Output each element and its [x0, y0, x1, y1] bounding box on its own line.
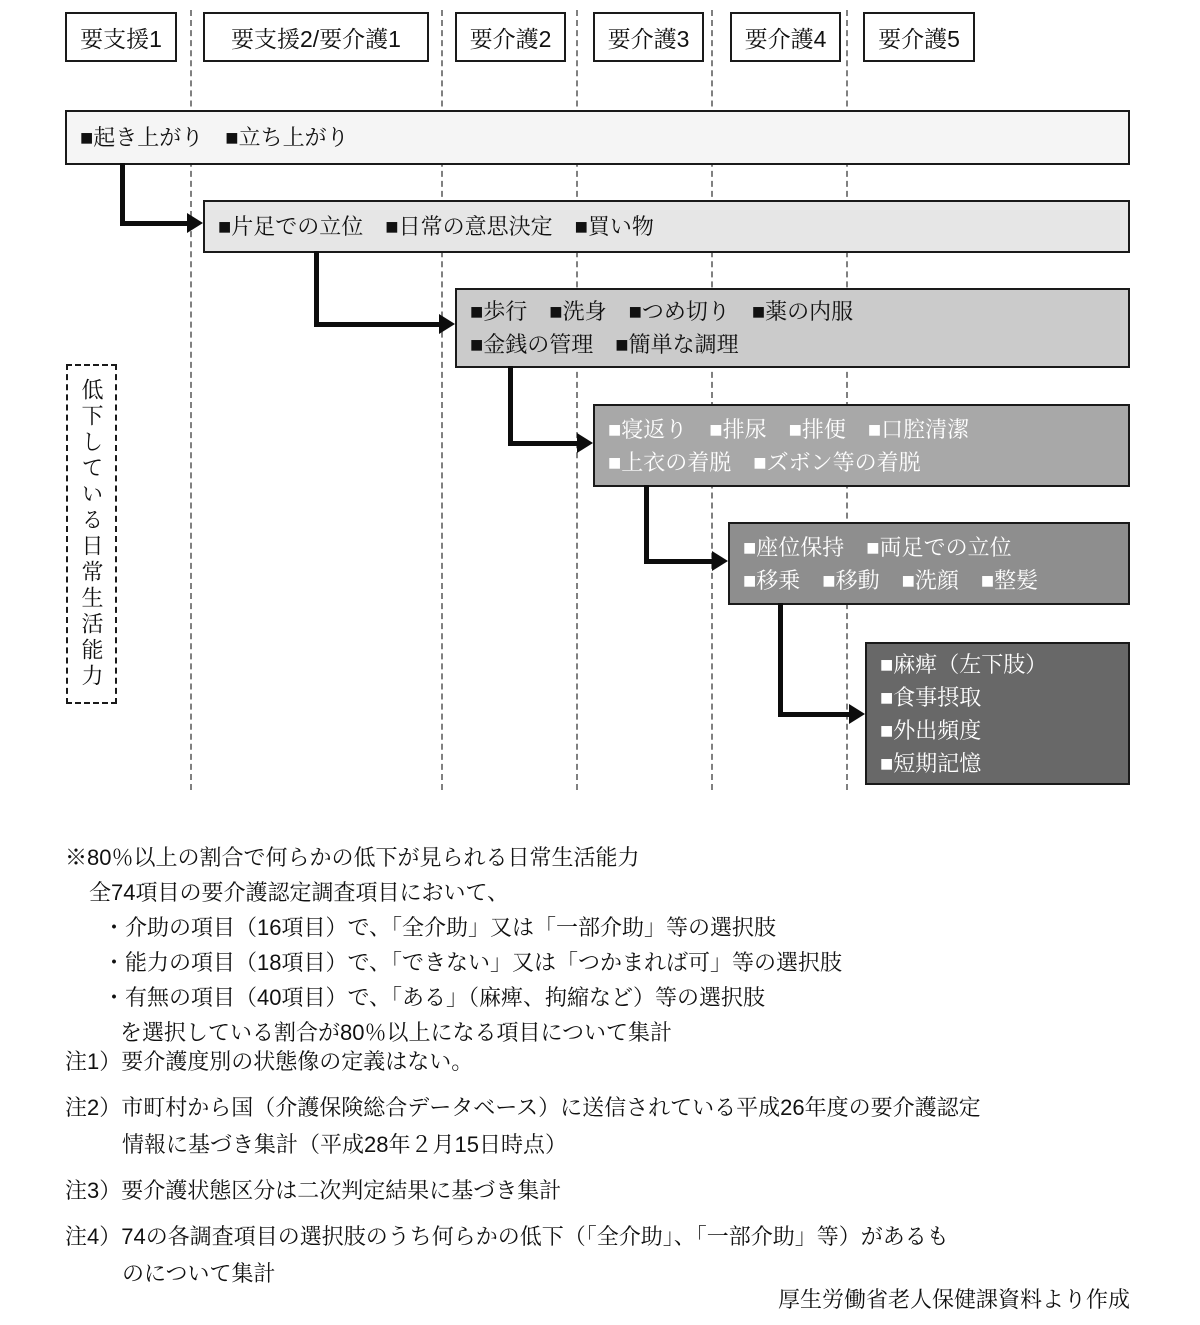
ability-line: ■片足での立位 ■日常の意思決定 ■買い物 [218, 214, 654, 239]
ability-box-3 [455, 288, 1130, 368]
remark-line: のについて集計 [122, 1261, 276, 1286]
arrow-4-vertical [644, 485, 649, 564]
ability-box-6 [865, 642, 1130, 785]
arrow-5-head [849, 704, 865, 724]
remark-line: 情報に基づき集計（平成28年２月15日時点） [122, 1132, 567, 1157]
note-line: ・介助の項目（16項目）で、「全介助」又は「一部介助」等の選択肢 [103, 915, 777, 940]
ability-line: ■移乗 ■移動 ■洗顔 ■整髪 [743, 567, 1039, 593]
note-summary [65, 840, 1140, 1050]
arrow-3-head [577, 433, 593, 453]
arrow-5-horizontal [778, 712, 849, 717]
ability-line: ■歩行 ■洗身 ■つめ切り ■薬の内服 [470, 299, 854, 324]
remark-3 [65, 1172, 1143, 1209]
ability-line: ■金銭の管理 ■簡単な調理 [470, 332, 739, 357]
arrow-2-horizontal [314, 322, 439, 327]
ability-line: ■座位保持 ■両足での立位 [743, 534, 1012, 560]
care-level-5: 要介護4 [730, 12, 841, 62]
arrow-3-horizontal [508, 441, 577, 446]
side-label-box [66, 364, 117, 704]
side-label-text: 低下している日常生活能力 [79, 378, 104, 690]
remark-4 [65, 1218, 1143, 1292]
remark-1 [65, 1043, 1143, 1080]
note-line: ・能力の項目（18項目）で、「できない」又は「つかまれば可」等の選択肢 [103, 950, 843, 975]
ability-line: ■麻痺（左下肢） [880, 651, 1048, 677]
arrow-2-vertical [314, 251, 319, 327]
ability-line: ■上衣の着脱 ■ズボン等の着脱 [608, 449, 921, 475]
remark-line: 注1）要介護度別の状態像の定義はない。 [65, 1049, 474, 1074]
remark-line: 注3）要介護状態区分は二次判定結果に基づき集計 [65, 1178, 562, 1203]
ability-box-2 [203, 200, 1130, 253]
ability-box-1 [65, 110, 1130, 165]
care-level-1: 要支援1 [65, 12, 177, 62]
arrow-1-head [187, 213, 203, 233]
arrow-2-head [439, 314, 455, 334]
care-level-6: 要介護5 [863, 12, 975, 62]
care-level-4: 要介護3 [593, 12, 704, 62]
care-level-2: 要支援2/要介護1 [203, 12, 429, 62]
ability-line: ■起き上がり ■立ち上がり [80, 125, 349, 150]
ability-line: ■寝返り ■排尿 ■排便 ■口腔清潔 [608, 416, 970, 442]
arrow-5-vertical [778, 603, 783, 717]
note-line: を選択している割合が80％以上になる項目について集計 [120, 1020, 673, 1045]
remark-2 [65, 1089, 1143, 1163]
note-line: ※80％以上の割合で何らかの低下が見られる日常生活能力 [65, 845, 640, 870]
arrow-1-vertical [120, 163, 125, 226]
note-line: ・有無の項目（40項目）で、「ある」（麻痺、拘縮など）等の選択肢 [103, 985, 766, 1010]
note-remarks [65, 1043, 1143, 1301]
remark-line: 注4）74の各調査項目の選択肢のうち何らかの低下（「全介助」、「一部介助」等）があるも [65, 1224, 949, 1249]
arrow-3-vertical [508, 366, 513, 446]
ability-box-5 [728, 522, 1130, 605]
ability-line: ■短期記憶 [880, 750, 982, 776]
attribution: 厚生労働省老人保健課資料より作成 [777, 1287, 1130, 1312]
arrow-4-head [712, 551, 728, 571]
remark-line: 注2）市町村から国（介護保険総合データベース）に送信されている平成26年度の要介護認定 [65, 1095, 981, 1120]
ability-box-4 [593, 404, 1130, 487]
arrow-4-horizontal [644, 559, 712, 564]
care-level-3: 要介護2 [455, 12, 566, 62]
note-line: 全74項目の要介護認定調査項目において、 [89, 880, 510, 905]
ability-line: ■食事摂取 [880, 684, 982, 710]
arrow-1-horizontal [120, 221, 189, 226]
ability-line: ■外出頻度 [880, 717, 982, 743]
